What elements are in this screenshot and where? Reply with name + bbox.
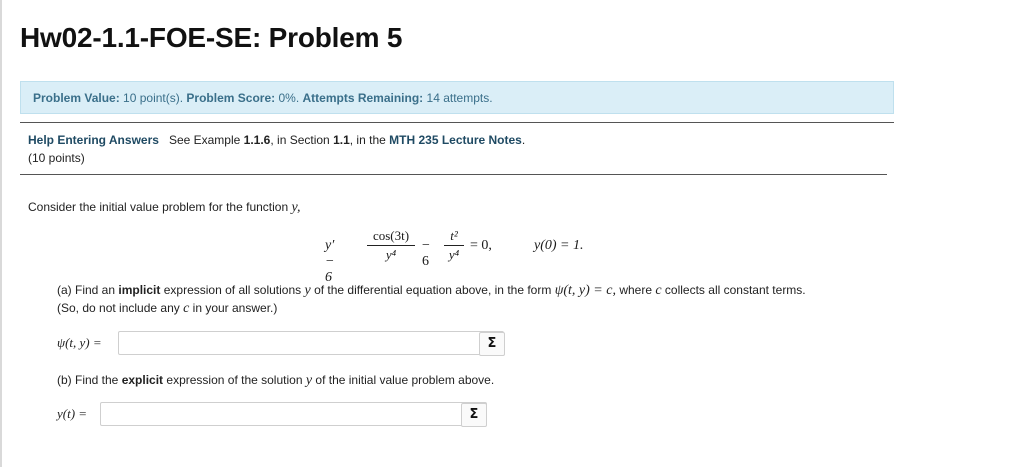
value-label: Problem Value: <box>33 91 120 105</box>
intro-text <box>28 200 300 216</box>
section-number: 1.1 <box>333 133 350 147</box>
value-text: 10 point(s). <box>123 91 184 105</box>
frac1-denominator: y⁴ <box>385 247 397 262</box>
period: . <box>521 133 526 147</box>
intro-sentence: Consider the initial value problem for the function <box>28 200 289 214</box>
attempts-text: 14 attempts. <box>426 91 493 105</box>
part-a-var: y <box>304 283 311 298</box>
sigma-icon-b[interactable]: Σ <box>461 403 487 427</box>
part-b-bold: explicit <box>121 373 164 387</box>
frac2-denominator: y⁴ <box>448 247 460 262</box>
part-b-text2: expression of the solution <box>166 373 303 387</box>
score-text: 0%. <box>278 91 300 105</box>
part-a-text5: collects all constant terms. <box>664 283 806 297</box>
psi-label: ψ(t, y) = <box>57 335 102 350</box>
attempts-label: Attempts Remaining: <box>302 91 424 105</box>
frac1-numerator: cos(3t) <box>372 228 410 243</box>
eq-fraction-2 <box>444 228 464 263</box>
part-a-c: c <box>655 283 662 298</box>
example-number: 1.1.6 <box>243 133 271 147</box>
eq-initial-condition: y(0) = 1. <box>534 238 584 253</box>
help-line <box>28 133 525 147</box>
part-a-note <box>57 301 277 317</box>
psi-answer-input[interactable] <box>118 331 504 355</box>
lecture-notes-link[interactable]: MTH 235 Lecture Notes <box>389 133 522 147</box>
sigma-icon-a[interactable]: Σ <box>479 332 505 356</box>
part-a-note1: (So, do not include any <box>57 301 180 315</box>
frac2-numerator: t² <box>450 228 458 243</box>
part-a-note-c: c <box>183 301 190 316</box>
part-a-instructions <box>57 283 877 299</box>
eq-mid: − 6 <box>422 238 430 269</box>
score-label: Problem Score: <box>186 91 276 105</box>
part-b-text3: of the initial value problem above. <box>315 373 495 387</box>
divider-bottom <box>20 174 887 175</box>
y-label: y(t) = <box>57 406 88 421</box>
divider-top <box>20 122 894 123</box>
eq-fraction-1 <box>367 228 415 263</box>
help-entering-answers-link[interactable]: Help Entering Answers <box>28 133 159 147</box>
part-a-text3: of the differential equation above, in the form <box>314 283 552 297</box>
part-a-text4: where <box>619 283 653 297</box>
page-title: Hw02-1.1-FOE-SE: Problem 5 <box>20 22 403 53</box>
left-border <box>0 0 2 467</box>
problem-status-box <box>20 81 894 114</box>
intro-variable: y, <box>291 200 301 215</box>
part-a-text1: (a) Find an <box>57 283 116 297</box>
frac2-bar <box>444 245 464 246</box>
in-section-text: , in Section <box>270 133 330 147</box>
part-a-note2: in your answer.) <box>192 301 278 315</box>
part-b-instructions <box>57 373 494 389</box>
part-a-text2: expression of all solutions <box>163 283 302 297</box>
frac1-bar <box>367 245 415 246</box>
see-text: See Example <box>168 133 241 147</box>
part-a-bold: implicit <box>118 283 161 297</box>
part-b-text1: (b) Find the <box>57 373 119 387</box>
eq-rhs: = 0, <box>470 238 492 253</box>
in-the-text: , in the <box>349 133 386 147</box>
y-answer-input[interactable] <box>100 402 487 426</box>
eq-lhs: y′ − 6 <box>325 238 335 285</box>
part-b-var: y <box>305 373 313 388</box>
part-a-form: ψ(t, y) = c, <box>554 283 616 298</box>
points-text: (10 points) <box>28 151 85 165</box>
